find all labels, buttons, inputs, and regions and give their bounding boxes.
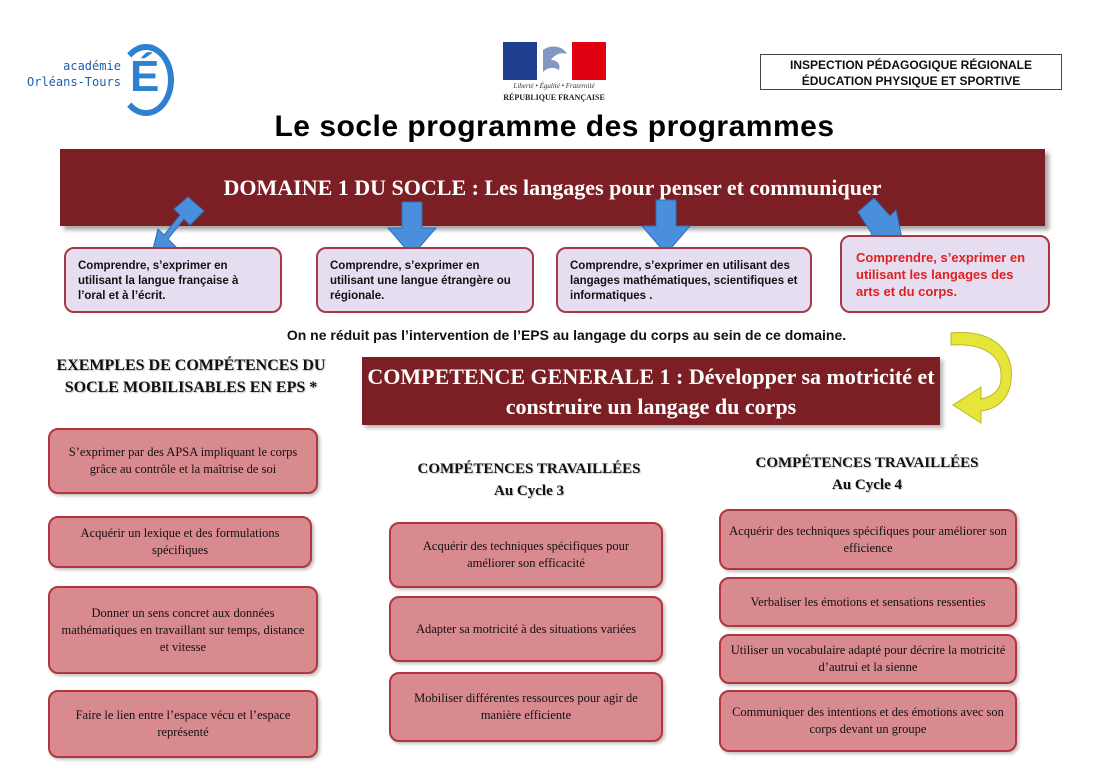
cycle3-title xyxy=(384,458,674,502)
exemple-text-4: Faire le lien entre l’espace vécu et l’espace représenté xyxy=(75,708,291,739)
competence-generale-banner: COMPETENCE GENERALE 1 : Développer sa motricité et construire un langage du corps xyxy=(362,357,940,425)
cycle3-box-1 xyxy=(389,522,663,588)
academie-line2: Orléans-Tours xyxy=(27,75,121,89)
academie-line1: académie xyxy=(63,59,121,73)
cycle3-box-2 xyxy=(389,596,663,662)
domaine-item-mathematiques: Comprendre, s’exprimer en utilisant des langages mathématiques, scientifiques et informatiques . xyxy=(556,247,812,313)
cycle3-text-3: Mobiliser différentes ressources pour agir de manière efficiente xyxy=(414,691,638,722)
cycle3-box-3 xyxy=(389,672,663,742)
cycle4-title-line1: COMPÉTENCES TRAVAILLÉES xyxy=(755,455,979,471)
exemple-box-2 xyxy=(48,516,312,568)
cycle4-title-line2: Au Cycle 4 xyxy=(832,477,902,493)
curved-arrow-icon xyxy=(945,325,1025,430)
cycle3-title-line2: Au Cycle 3 xyxy=(494,483,564,499)
cycle4-text-1: Acquérir des techniques spécifiques pour améliorer son efficience xyxy=(729,523,1007,555)
cycle4-box-4 xyxy=(719,690,1017,752)
rf-name: RÉPUBLIQUE FRANÇAISE xyxy=(503,93,605,102)
cycle4-box-2 xyxy=(719,577,1017,627)
academie-letter: É xyxy=(130,52,160,101)
inspection-box xyxy=(760,54,1062,90)
exemple-text-3: Donner un sens concret aux données mathématiques en travaillant sur temps, distance et vitesse xyxy=(61,605,305,654)
cycle4-box-1 xyxy=(719,509,1017,570)
rf-motto: Liberté • Égalité • Fraternité xyxy=(513,82,595,90)
inspection-line2: ÉDUCATION PHYSIQUE ET SPORTIVE xyxy=(801,74,1021,88)
down-arrow-icon xyxy=(150,195,210,255)
page-title: Le socle programme des programmes xyxy=(274,110,835,143)
cycle4-box-3 xyxy=(719,634,1017,684)
note-text: On ne réduit pas l’intervention de l’EPS au langage du corps au sein de ce domaine. xyxy=(286,327,847,343)
cycle3-text-2: Adapter sa motricité à des situations variées xyxy=(415,621,637,636)
cycle3-title-line1: COMPÉTENCES TRAVAILLÉES xyxy=(417,461,641,477)
domaine-banner: DOMAINE 1 DU SOCLE : Les langages pour penser et communiquer xyxy=(60,149,1045,226)
cycle4-text-2: Verbaliser les émotions et sensations ressenties xyxy=(750,594,986,609)
domaine-item-francais: Comprendre, s’exprimer en utilisant la langue française à l’oral et à l’écrit. xyxy=(64,247,282,313)
academie-logo-text xyxy=(27,58,121,90)
exemple-box-3 xyxy=(48,586,318,674)
inspection-line1: INSPECTION PÉDAGOGIQUE RÉGIONALE xyxy=(789,58,1033,72)
exemple-text-2: Acquérir un lexique et des formulations spécifiques xyxy=(80,526,280,557)
marianne-flag-icon xyxy=(503,42,606,80)
cycle4-text-4: Communiquer des intentions et des émotions avec son corps devant un groupe xyxy=(732,705,1004,736)
domaine-item-arts-corps: Comprendre, s’exprimer en utilisant les langages des arts et du corps. xyxy=(840,235,1050,313)
exemples-title: EXEMPLES DE COMPÉTENCES DU SOCLE MOBILISABLES EN EPS * xyxy=(56,357,326,396)
exemple-box-1 xyxy=(48,428,318,494)
cycle4-text-3: Utiliser un vocabulaire adapté pour décrire la motricité d’autrui et la sienne xyxy=(730,643,1006,674)
exemple-text-1: S’exprimer par des APSA impliquant le corps grâce au contrôle et la maîtrise de soi xyxy=(68,445,298,476)
cycle4-title xyxy=(722,452,1012,496)
domaine-item-langue-etrangere: Comprendre, s’exprimer en utilisant une langue étrangère ou régionale. xyxy=(316,247,534,313)
exemple-box-4 xyxy=(48,690,318,758)
cycle3-text-1: Acquérir des techniques spécifiques pour améliorer son efficacité xyxy=(422,539,630,570)
